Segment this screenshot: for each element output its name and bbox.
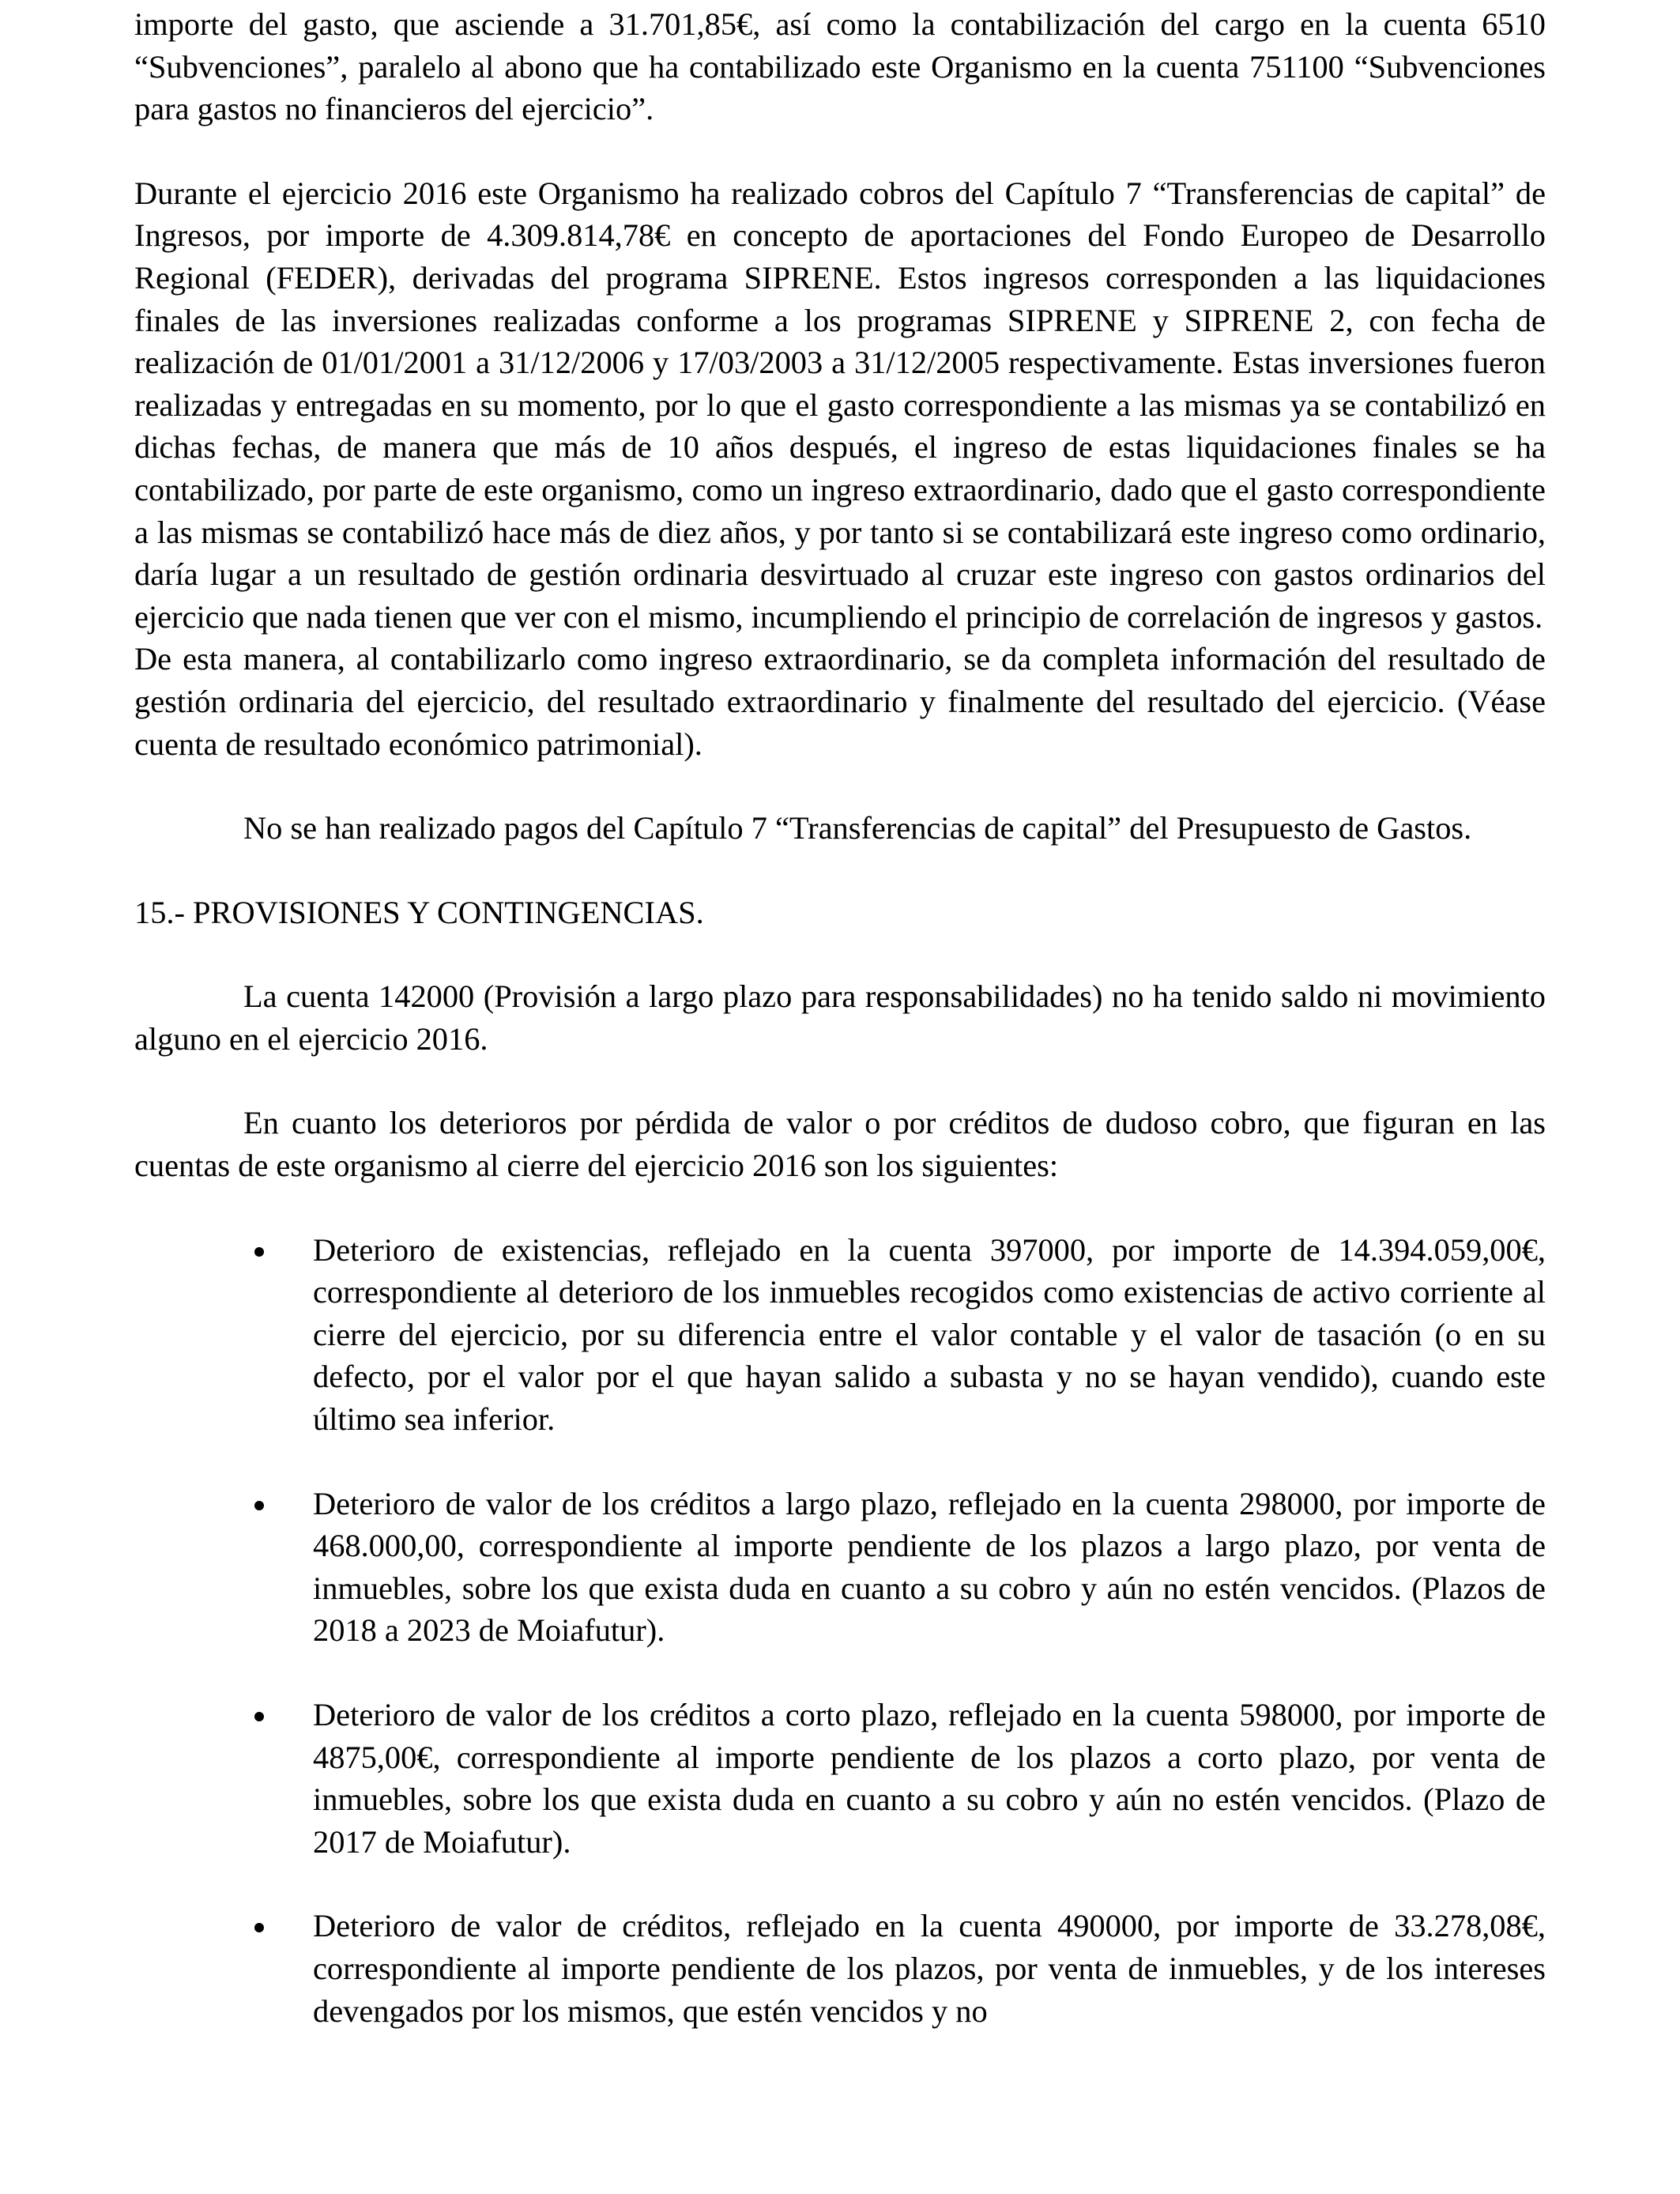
list-item xyxy=(134,1229,1546,1441)
paragraph-ingreso-extraordinario: De esta manera, al contabilizarlo como ingreso extraordinario, se da completa información del resultado de gestión ordinaria del ejercicio, del resultado extraordinario y finalmente del resultado del ejercicio. (Véase cuenta de resultado económico patrimonial). xyxy=(134,641,1546,762)
section-heading-provisiones: 15.- PROVISIONES Y CONTINGENCIAS. xyxy=(134,894,704,930)
paragraph-subvenciones: importe del gasto, que asciende a 31.701,85€, así como la contabilización del cargo en la cuenta 6510 “Subvenciones”, paralelo al abono que ha contabilizado este Organismo en la cuenta 751100 “Subvenciones para gastos no financieros del ejercicio”. xyxy=(134,6,1546,127)
paragraph-transferencias-capital: Durante el ejercicio 2016 este Organismo ha realizado cobros del Capítulo 7 “Transferencias de capital” de Ingresos, por importe de 4.309.814,78€ en concepto de aportaciones del Fondo Europeo de Desarrollo Regional (FEDER), derivadas del programa SIPRENE. Estos ingresos corresponden a las liquidaciones finales de las inversiones realizadas conforme a los programas SIPRENE y SIPRENE 2, con fecha de realización de 01/01/2001 a 31/12/2006 y 17/03/2003 a 31/12/2005 respectivamente. Estas inversiones fueron realizadas y entregadas en su momento, por lo que el gasto correspondiente a las mismas ya se contabilizó en dichas fechas, de manera que más de 10 años después, el ingreso de estas liquidaciones finales se ha contabilizado, por parte de este organismo, como un ingreso extraordinario, dado que el gasto correspondiente a las mismas se contabilizó hace más de diez años, y por tanto si se contabilizará este ingreso como ordinario, daría lugar a un resultado de gestión ordinaria desvirtuado al cruzar este ingreso con gastos ordinarios del ejercicio que nada tienen que ver con el mismo, incumpliendo el principio de correlación de ingresos y gastos. xyxy=(134,175,1546,635)
deterioros-list xyxy=(134,1229,1546,2033)
bullet-icon xyxy=(254,1247,264,1257)
list-item xyxy=(134,1694,1546,1863)
list-item-text: Deterioro de existencias, reflejado en la cuenta 397000, por importe de 14.394.059,00€, correspondiente al deterioro de los inmuebles recogidos como existencias de activo corriente al cierre del ejercicio, por su diferencia entre el valor contable y el valor de tasación (o en su defecto, por el valor por el que hayan salido a subasta y no se hayan vendido), cuando este último sea inferior. xyxy=(313,1231,1546,1438)
bullet-icon xyxy=(254,1712,264,1721)
list-item-text: Deterioro de valor de los créditos a largo plazo, reflejado en la cuenta 298000, por importe de 468.000,00, correspondiente al importe pendiente de los plazos a largo plazo, por venta de inmuebles, sobre los que exista duda en cuanto a su cobro y aún no estén vencidos. (Plazos de 2018 a 2023 de Moiafutur). xyxy=(313,1485,1546,1649)
list-item-text: Deterioro de valor de créditos, reflejado en la cuenta 490000, por importe de 33.278,08€, correspondiente al importe pendiente de los plazos, por venta de inmuebles, y de los intereses devengados por los mismos, que estén vencidos y no xyxy=(313,1908,1546,2029)
list-item xyxy=(134,1905,1546,2032)
bullet-icon xyxy=(254,1501,264,1510)
list-item xyxy=(134,1483,1546,1652)
paragraph-pagos-capitulo-7: No se han realizado pagos del Capítulo 7 “Transferencias de capital” del Presupuesto de Gastos. xyxy=(243,810,1472,846)
list-item-text: Deterioro de valor de los créditos a corto plazo, reflejado en la cuenta 598000, por importe de 4875,00€, correspondiente al importe pendiente de los plazos a corto plazo, por venta de inmuebles, sobre los que exista duda en cuanto a su cobro y aún no estén vencidos. (Plazo de 2017 de Moiafutur). xyxy=(313,1697,1546,1860)
document-body xyxy=(134,3,1546,2032)
paragraph-deterioros-intro: En cuanto los deterioros por pérdida de valor o por créditos de dudoso cobro, que figuran en las cuentas de este organismo al cierre del ejercicio 2016 son los siguientes: xyxy=(134,1105,1546,1184)
bullet-icon xyxy=(254,1923,264,1932)
paragraph-cuenta-142000: La cuenta 142000 (Provisión a largo plazo para responsabilidades) no ha tenido saldo ni movimiento alguno en el ejercicio 2016. xyxy=(134,978,1546,1057)
